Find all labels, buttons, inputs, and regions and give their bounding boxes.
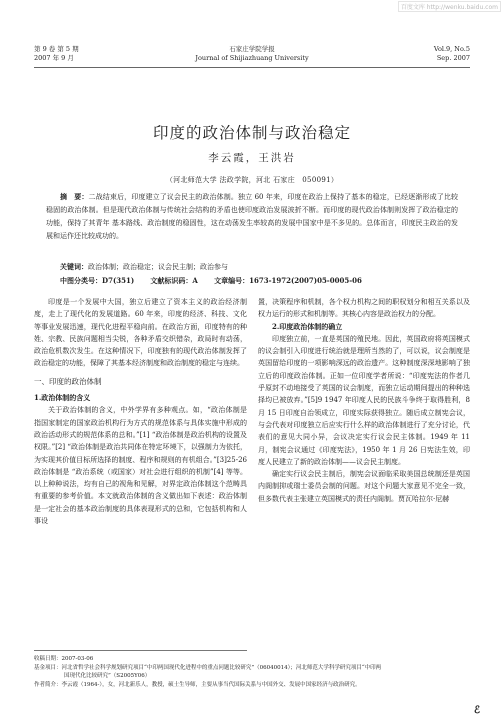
page-mark: ℰ bbox=[473, 705, 480, 716]
header-right bbox=[434, 45, 470, 63]
article-authors: 李云霞，王洪岩 bbox=[208, 152, 296, 164]
body-paragraph: 置，决策程序和机制，各个权力机构之间的职权划分和相互关系以及权力运行的形式和机制等。其核心内容是政治权力的分配。 bbox=[258, 298, 470, 319]
article-title: 印度的政治体制与政治稳定 bbox=[152, 124, 351, 142]
author-affiliation: （河北师范大学 法政学院，河北 石家庄 050091） bbox=[165, 176, 339, 184]
clc-number: 中图分类号：D7(351) bbox=[60, 276, 135, 285]
received-date: 收稿日期：2007-03-06 bbox=[34, 656, 94, 662]
right-column bbox=[258, 296, 470, 505]
abstract bbox=[46, 190, 458, 243]
volume-issue-en: Vol.9, No.5 bbox=[433, 45, 470, 53]
left-column bbox=[34, 296, 247, 527]
subsection-heading: 2.印度政治体制的确立 bbox=[272, 321, 343, 331]
keywords bbox=[60, 262, 228, 272]
journal-name-en: Journal of Shijiazhuang University bbox=[195, 54, 309, 62]
subsection-heading: 1.政治体制的含义 bbox=[34, 393, 91, 403]
author-bio: 作者简介：李云霞（1964-），女，河北新乐人，教授，硕士生导师，主要从事当代国际关系与中国外交、发展中国家经济与政治研究。 bbox=[34, 681, 361, 688]
publication-date: 2007 年 9 月 bbox=[34, 54, 74, 62]
header-divider bbox=[34, 67, 470, 68]
keywords-label: 关键词： bbox=[60, 262, 88, 271]
header-center bbox=[0, 45, 504, 63]
section-heading: 一、印度的政治体制 bbox=[34, 376, 102, 386]
publication-date-en: Sep. 2007 bbox=[436, 54, 470, 62]
intro-paragraph: 印度是一个发展中大国，独立后建立了资本主义的政治经济制度，走上了现代化的发展道路。60 年来，印度的经济、科技、文化等事业发展迅速，现代化进程平稳向前。在政治方面，印度特有的种姓、宗教、民族问题相当尖锐，各种矛盾交织错杂，政局时有动荡，政治危机数次发生。在这种情况下，印度独有的现代政治体制发挥了政治稳定的功能，保障了其基本经济制度和政治制度的稳定与连续。 bbox=[34, 298, 247, 368]
abstract-text: 二战结束后，印度建立了议会民主的政治体制。独立 60 年来，印度在政治上保持了基本的稳定，已经逐渐形成了比较稳固的政治体制。但是现代政治体制与传统社会结构的矛盾也使印度政治发展波折不断。而印度的现代政治体制则发挥了政治稳定的功能，保持了其青年 基本路线、政治制度的稳固性，这在动荡发生率较高的发展中国家中是不多见的。总体而言，印度民主政治的发展和运作还比较成功的。 bbox=[46, 193, 458, 240]
body-paragraph: 印度独立前，一直是英国的殖民地。因此，英国政府将英国模式的议会制引入印度进行统治就是理所当然的了，可以说，议会制度是英国留给印度的一项影响深远的政治遗产。这种制度深深地影响了独立后的印度政治体制。正如一位印度学者所说：“印度宪法的作者几乎原封不动地接受了英国的议会制度，而独立运动期间提出的种种选择均已被放弃。”[5]9 1947 年印度人民的民族斗争终于取得胜利，8 月 15 日印度自治领成立，印度实际获得独立。随后成立制宪会议，与会代表对印度独立后应实行什么样的政治体制进行了充分讨论，代表们的意见大同小异，会议决定实行议会民主体制。1949 年 11 月，制宪会议通过《印度宪法》，1950 年 1 月 26 日宪法生效，印度人民建立了新的政治体制——议会民主制度。 bbox=[258, 334, 470, 466]
body-paragraph: 确定实行议会民主制后，制宪会议面临采取美国总统制还是英国内阁制抑或瑞士委员会制的问题。对这个问题大家意见不完全一致，但多数代表主张建立英国模式的责任内阁制。贾瓦哈拉尔·尼赫 bbox=[258, 470, 470, 503]
volume-issue: 第 9 卷 第 5 期 bbox=[34, 45, 79, 53]
classification-line bbox=[60, 276, 376, 286]
article-number: 文章编号：1673-1972(2007)05-0005-06 bbox=[214, 276, 362, 285]
watermark: 百度文库 http://wenku.baidu.com bbox=[398, 1, 501, 12]
footnotes bbox=[34, 655, 474, 689]
journal-name-cn: 石家庄学院学报 bbox=[229, 45, 275, 53]
fund-info: 基金项目：河北省哲学社会科学规划研究项目“中印两国现代化进程中的重点问题比较研究”（06040014）；河北师范大学科学研究项目“中印两 bbox=[34, 664, 382, 671]
keywords-text: 政治体制；政治稳定；议会民主制；政治参与 bbox=[88, 263, 228, 271]
document-code: 文献标识码：A bbox=[150, 276, 198, 285]
abstract-label: 摘 要： bbox=[60, 192, 89, 201]
footnote-divider bbox=[34, 650, 247, 651]
fund-info-continued: 国现代化比较研究”（S2005Y06） bbox=[64, 673, 151, 680]
body-paragraph: 关于政治体制的含义，中外学界有多种观点。如，“政治体制是指国家制定的国家政治机构行为方式的规范体系与具体实施中形成的政治活动形式的规范体系的总和。”[1] “政治体制是政治机构的设置及权限。”[2] “政治体制是政治共同体在特定环境下，以强制力为依托，为实现其价值目标所选择的制度、程序和规则的有机组合。”[3]25-26 政治体制是 “政治系统（或国家）对社会进行组织的机制”[4] 等等。以上种种说法，均有自己的视角和见解，对界定政治体制这个范畴具有重要的参考价值。本文就政治体制的含义做出如下表述：政治体制是一定社会的基本政治制度的具体表现形式的总和，它包括机构和人事设 bbox=[34, 406, 247, 526]
